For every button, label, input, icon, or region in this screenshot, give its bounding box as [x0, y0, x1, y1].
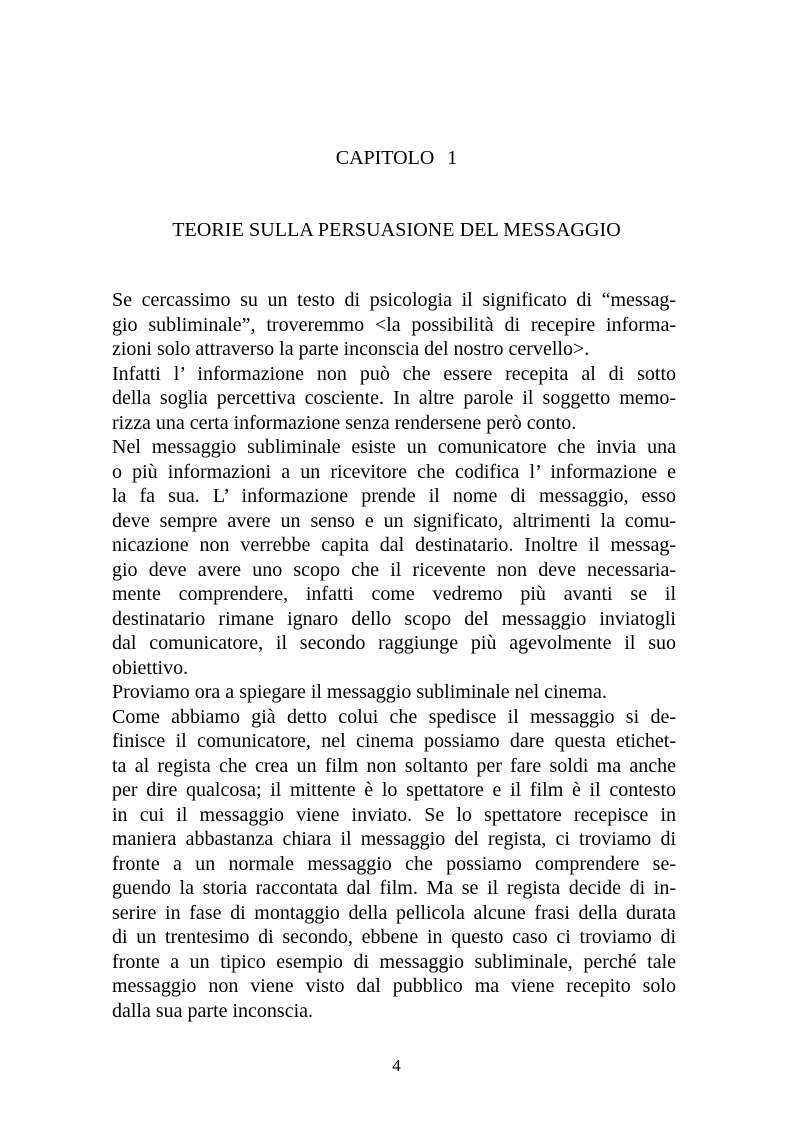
text-line: della soglia percettiva cosciente. In altre parole il soggetto memo-	[112, 387, 676, 409]
page-number: 4	[392, 1056, 401, 1075]
text-line: fronte a un tipico esempio di messaggio subliminale, perché tale	[112, 950, 676, 973]
text-line: gio deve avere uno scopo che il ricevente non deve necessaria-	[112, 558, 676, 581]
text-line: fronte a un normale messaggio che possiamo comprendere se-	[112, 852, 676, 875]
text-line: zioni solo attraverso la parte inconscia del nostro cervello>.	[112, 338, 590, 360]
text-line: Proviamo ora a spiegare il messaggio subliminale nel cinema.	[112, 681, 607, 703]
text-line: ta al regista che crea un film non soltanto per fare soldi ma anche	[112, 754, 676, 777]
text-line: gio subliminale”, troveremmo <la possibilità di recepire informa-	[112, 313, 676, 336]
text-line: Nel messaggio subliminale esiste un comunicatore che invia una	[112, 436, 676, 458]
text-line: maniera abbastanza chiara il messaggio del regista, ci troviamo di	[112, 828, 676, 850]
text-line: o più informazioni a un ricevitore che codifica l’ informazione e	[112, 460, 676, 483]
body-text	[112, 288, 676, 1023]
text-line: obiettivo.	[112, 656, 189, 679]
text-line: la fa sua. L’ informazione prende il nome di messaggio, esso	[112, 485, 676, 507]
text-line: Come abbiamo già detto colui che spedisce il messaggio si de-	[112, 705, 676, 728]
text-line: messaggio non viene visto dal pubblico ma viene recepito solo	[112, 975, 676, 997]
text-line: Infatti l’ informazione non può che essere recepita al di sotto	[112, 362, 676, 385]
chapter-label: CAPITOLO 1	[335, 147, 458, 169]
chapter-title: TEORIE SULLA PERSUASIONE DEL MESSAGGIO	[172, 219, 621, 241]
text-line: deve sempre avere un senso e un significato, altrimenti la comu-	[112, 509, 676, 532]
text-line: dalla sua parte inconscia.	[112, 999, 314, 1022]
text-line: dal comunicatore, il secondo raggiunge più agevolmente il suo	[112, 632, 676, 654]
text-line: nicazione non verrebbe capita dal destinatario. Inoltre il messag-	[112, 534, 676, 556]
text-line: finisce il comunicatore, nel cinema possiamo dare questa etichet-	[112, 730, 676, 752]
text-line: guendo la storia raccontata dal film. Ma se il regista decide di in-	[112, 877, 676, 899]
text-line: destinatario rimane ignaro dello scopo del messaggio inviatogli	[112, 607, 676, 630]
text-line: per dire qualcosa; il mittente è lo spettatore e il film è il contesto	[112, 779, 676, 801]
text-line: Se cercassimo su un testo di psicologia il significato di “messag-	[112, 289, 676, 311]
text-line: rizza una certa informazione senza rendersene però conto.	[112, 411, 577, 434]
text-line: di un trentesimo di secondo, ebbene in questo caso ci troviamo di	[112, 926, 676, 948]
text-line: serire in fase di montaggio della pellicola alcune frasi della durata	[112, 901, 676, 924]
text-line: mente comprendere, infatti come vedremo più avanti se il	[112, 583, 676, 605]
text-line: in cui il messaggio viene inviato. Se lo spettatore recepisce in	[112, 803, 676, 826]
